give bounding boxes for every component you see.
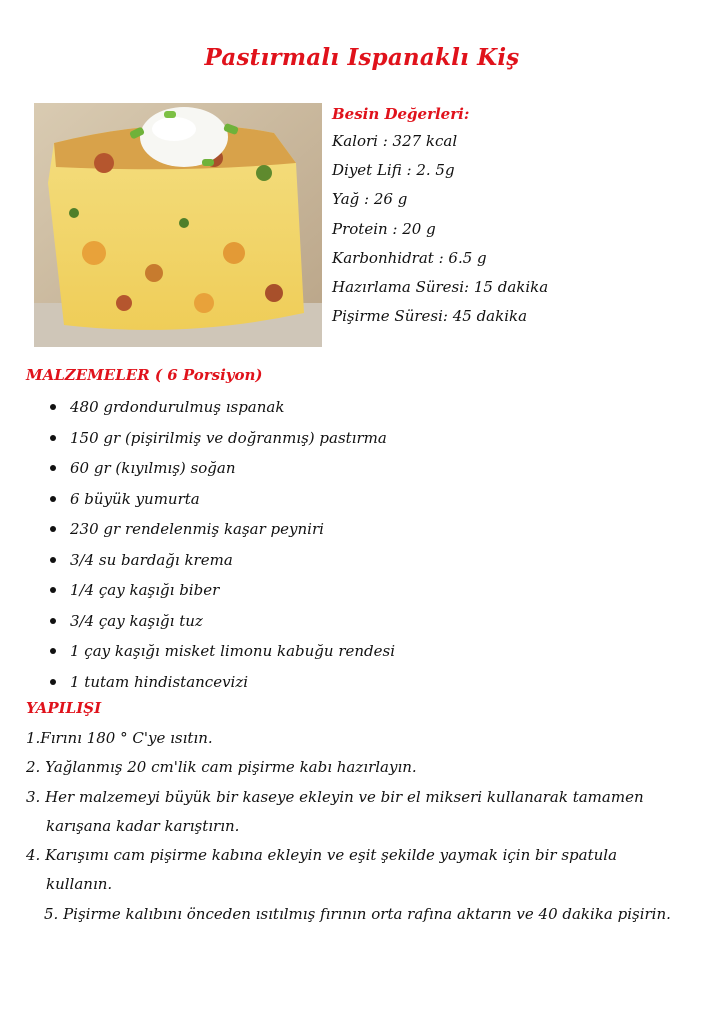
step-line: 1.Fırını 180 ° C'ye ısıtın. (26, 729, 213, 747)
step-line: 2. Yağlanmış 20 cm'lik cam pişirme kabı hazırlayın. (26, 758, 417, 777)
list-item: 150 gr (pişirilmiş ve doğranmış) pastırma (48, 423, 395, 454)
method-heading: YAPILIŞI (26, 699, 102, 717)
nutrition-row-prep-time: Hazırlama Süresi: 15 dakika (332, 277, 549, 296)
list-item: 230 gr rendelenmiş kaşar peyniri (48, 514, 395, 545)
nutrition-row-calories: Kalori : 327 kcal (332, 132, 458, 150)
nutrition-row-cook-time: Pişirme Süresi: 45 dakika (332, 307, 528, 326)
step-line: 4. Karışımı cam pişirme kabına ekleyin ve eşit şekilde yaymak için bir spatula (26, 846, 618, 865)
list-item: 480 grdondurulmuş ıspanak (48, 392, 395, 423)
nutrition-panel (332, 103, 712, 331)
quiche-photo (34, 103, 322, 347)
list-item: 6 büyük yumurta (48, 484, 395, 515)
nutrition-row-protein: Protein : 20 g (332, 219, 436, 238)
list-item: 3/4 su bardağı krema (48, 545, 395, 576)
nutrition-row-fat: Yağ : 26 g (332, 190, 408, 209)
recipe-title: Pastırmalı Ispanaklı Kiş (204, 44, 520, 71)
list-item: 3/4 çay kaşığı tuz (48, 606, 395, 637)
step-line: karışana kadar karıştırın. (46, 816, 240, 835)
nutrition-row-carbs: Karbonhidrat : 6.5 g (332, 248, 487, 267)
list-item: 1 çay kaşığı misket limonu kabuğu rendesi (48, 636, 395, 667)
nutrition-row-fiber: Diyet Lifi : 2. 5g (332, 161, 455, 180)
step-line: 3. Her malzemeyi büyük bir kaseye ekleyin ve bir el mikseri kullanarak tamamen (26, 787, 644, 806)
ingredients-heading: MALZEMELER ( 6 Porsiyon) (26, 366, 263, 384)
step-line: 5. Pişirme kalıbını önceden ısıtılmış fırının orta rafına aktarın ve 40 dakika pişirin. (44, 904, 671, 923)
list-item: 60 gr (kıyılmış) soğan (48, 453, 395, 484)
list-item: 1 tutam hindistancevizi (48, 667, 395, 698)
step-line: kullanın. (46, 875, 113, 894)
method-steps (26, 724, 696, 929)
quiche-photo-icon (34, 103, 322, 347)
nutrition-heading: Besin Değerleri: (332, 105, 470, 123)
ingredients-list (48, 392, 395, 697)
list-item: 1/4 çay kaşığı biber (48, 575, 395, 606)
